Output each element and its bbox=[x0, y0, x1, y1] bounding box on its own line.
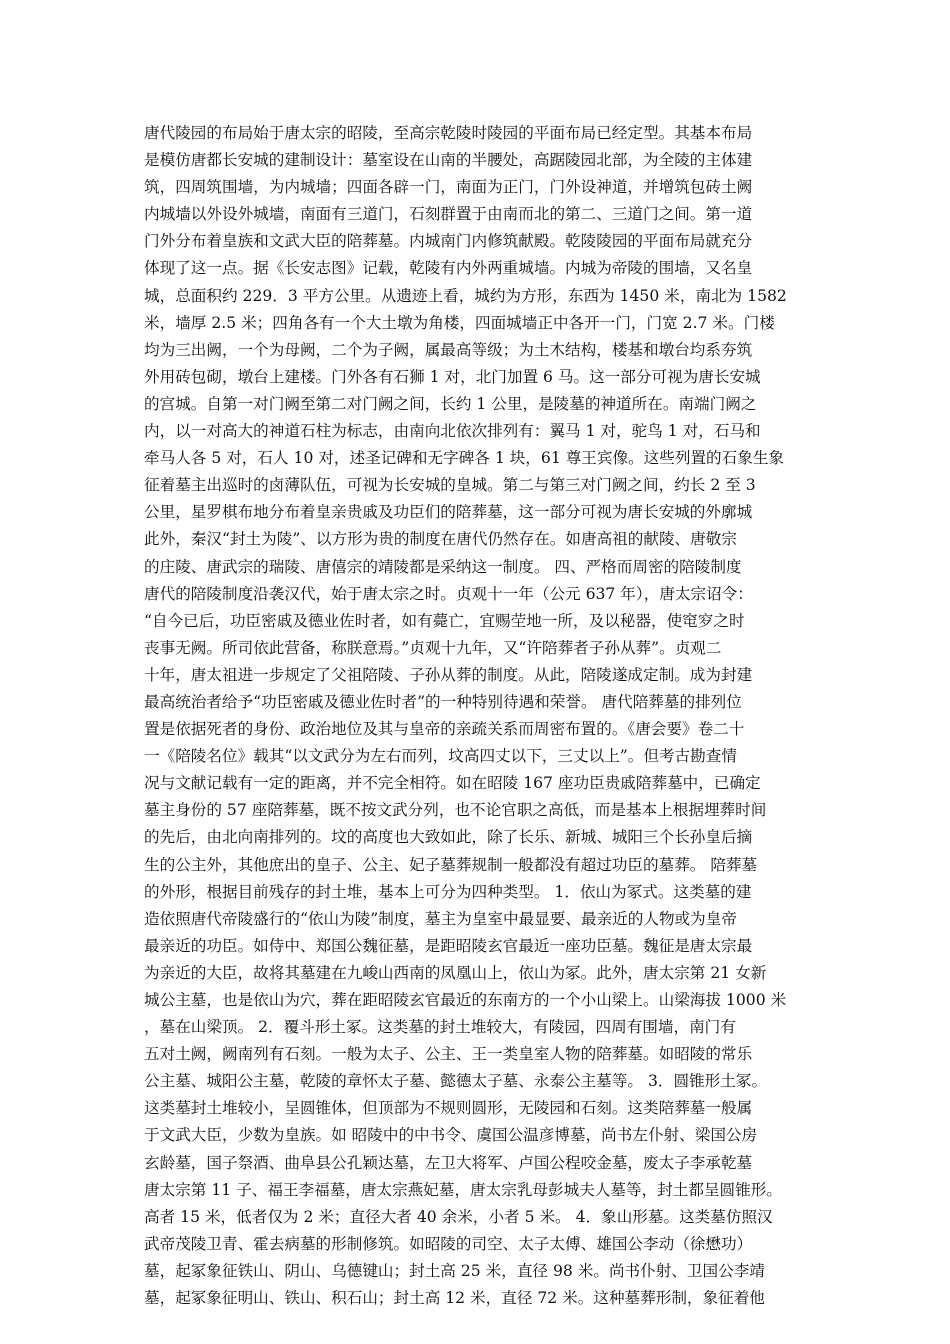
text-line: 这类墓封土堆较小，呈圆锥体，但顶部为不规则圆形，无陵园和石刻。这类陪葬墓一般属 bbox=[144, 1099, 753, 1118]
text-line: “自今已后，功臣密戚及德业佐时者，如有薨亡，宜赐茔地一所，及以秘器，使窀穸之时 bbox=[144, 611, 745, 630]
text-line: 丧事无阙。所司依此营备，称朕意焉。”贞观十九年，又“许陪葬者子孙从葬”。贞观二 bbox=[144, 638, 722, 657]
text-line: 五对土阙，阙南列有石刻。一般为太子、公主、王一类皇室人物的陪葬墓。如昭陵的常乐 bbox=[144, 1045, 753, 1064]
text-line: 牵马人各 5 对，石人 10 对，述圣记碑和无字碑各 1 块，61 尊王宾像。这些列置的石象生象 bbox=[144, 449, 785, 468]
text-line: 内城墙以外设外城墙，南面有三道门，石刻群置于由南而北的第二、三道门之间。第一道 bbox=[144, 205, 753, 224]
text-line: 于文武大臣，少数为皇族。如 昭陵中的中书令、虞国公温彦博墓，尚书左仆射、梁国公房 bbox=[144, 1126, 758, 1145]
text-line: 的外形，根据目前残存的封土堆，基本上可分为四种类型。 1．依山为冢式。这类墓的建 bbox=[144, 882, 752, 901]
text-line: 唐太宗第 11 子、福王李福墓，唐太宗燕妃墓，唐太宗乳母彭城夫人墓等，封土都呈圆锥形。 bbox=[144, 1180, 782, 1199]
text-line: 筑，四周筑围墙，为内城墙；四面各辟一门，南面为正门，门外设神道，并增筑包砖土阙 bbox=[144, 178, 753, 197]
text-line: 外用砖包砌，墩台上建楼。门外各有石狮 1 对，北门加置 6 马。这一部分可视为唐长安城 bbox=[144, 367, 761, 386]
text-line: 武帝茂陵卫青、霍去病墓的形制修筑。如昭陵的司空、太子太傅、雄国公李动（徐懋功） bbox=[144, 1234, 753, 1253]
text-line: 十年，唐太祖进一步规定了父祖陪陵、子孙从葬的制度。从此，陪陵遂成定制。成为封建 bbox=[144, 665, 753, 684]
text-line: ，墓在山梁顶。 2．覆斗形土冢。这类墓的封土堆较大，有陵园，四周有围墙，南门有 bbox=[144, 1018, 736, 1037]
text-line: 征着墓主出巡时的卤薄队伍，可视为长安城的皇城。第二与第三对门阙之间，约长 2 至 3 bbox=[144, 476, 756, 495]
text-line: 墓，起冢象征铁山、阴山、乌德键山；封土高 25 米，直径 98 米。尚书仆射、卫国公李靖 bbox=[144, 1261, 765, 1280]
text-line: 造依照唐代帝陵盛行的“依山为陵”制度，墓主为皇室中最显要、最亲近的人物或为皇帝 bbox=[144, 909, 737, 928]
text-line: 城，总面积约 229．3 平方公里。从遗迹上看，城约为方形，东西为 1450 米，南北为 1582 bbox=[144, 286, 787, 305]
text-line: 米，墙厚 2.5 米；四角各有一个大土墩为角楼，四面城墙正中各开一门，门宽 2.7 米。门楼 bbox=[144, 313, 775, 332]
text-line: 墓主身份的 57 座陪葬墓，既不按文武分列，也不论官职之高低，而是基本上根据埋葬时间 bbox=[144, 801, 767, 820]
text-line: 内，以一对高大的神道石柱为标志，由南向北依次排列有：翼马 1 对，驼鸟 1 对，石马和 bbox=[144, 422, 761, 441]
text-line: 唐代的陪陵制度沿袭汉代，始于唐太宗之时。贞观十一年（公元 637 年），唐太宗诏令： bbox=[144, 584, 753, 603]
text-line: 的宫城。自第一对门阙至第二对门阙之间，长约 1 公里，是陵墓的神道所在。南端门阙之 bbox=[144, 394, 757, 413]
text-line: 此外，秦汉“封土为陵”、以方形为贵的制度在唐代仍然存在。如唐高祖的献陵、唐敬宗 bbox=[144, 530, 737, 549]
text-line: 玄龄墓，国子祭酒、曲阜县公孔颖达墓，左卫大将军、卢国公程咬金墓，废太子李承乾墓 bbox=[144, 1153, 753, 1172]
text-line: 最高统治者给予“功臣密戚及德业佐时者”的一种特别待遇和荣誉。 唐代陪葬墓的排列位 bbox=[144, 692, 742, 711]
text-line: 门外分布着皇族和文武大臣的陪葬墓。内城南门内修筑献殿。乾陵陵园的平面布局就充分 bbox=[144, 232, 753, 251]
text-line: 均为三出阙，一个为母阙，二个为子阙，属最高等级；为土木结构，楼基和墩台均系夯筑 bbox=[144, 340, 753, 359]
text-line: 公主墓、城阳公主墓，乾陵的章怀太子墓、懿德太子墓、永泰公主墓等。 3．圆锥形土冢。 bbox=[144, 1072, 768, 1091]
text-line: 唐代陵园的布局始于唐太宗的昭陵，至高宗乾陵时陵园的平面布局已经定型。其基本布局 bbox=[144, 124, 753, 142]
text-line: 为亲近的大臣，故将其墓建在九峻山西南的凤凰山上，依山为冢。此外，唐太宗第 21 女新 bbox=[144, 963, 767, 982]
text-line: 置是依据死者的身份、政治地位及其与皇帝的亲疏关系而周密布置的。《唐会要》卷二十 bbox=[144, 720, 745, 739]
body-text bbox=[144, 120, 824, 1312]
text-line: 一《陪陵名位》载其“以文武分为左右而列，坟高四丈以下，三丈以上”。但考古勘查情 bbox=[144, 747, 737, 766]
text-line: 城公主墓，也是依山为穴，葬在距昭陵玄官最近的东南方的一个小山梁上。山梁海拔 1000 米 bbox=[144, 991, 787, 1009]
text-line: 高者 15 米，低者仅为 2 米；直径大者 40 余米，小者 5 米。 4．象山形墓。这类墓仿照汉 bbox=[144, 1207, 773, 1226]
text-line: 是模仿唐都长安城的建制设计：墓室设在山南的半腰处，高踞陵园北部，为全陵的主体建 bbox=[144, 151, 753, 170]
text-line: 体现了这一点。据《长安志图》记载，乾陵有内外两重城墙。内城为帝陵的围墙，又名皇 bbox=[144, 259, 753, 278]
text-line: 墓，起冢象征明山、铁山、积石山；封土高 12 米，直径 72 米。这种墓葬形制，象征着他 bbox=[144, 1289, 765, 1308]
text-line: 公里，星罗棋布地分布着皇亲贵戚及功臣们的陪葬墓，这一部分可视为唐长安城的外廓城 bbox=[144, 503, 753, 522]
text-line: 的庄陵、唐武宗的瑞陵、唐僖宗的靖陵都是采纳这一制度。 四、严格而周密的陪陵制度 bbox=[144, 557, 742, 576]
text-line: 的先后，由北向南排列的。坟的高度也大致如此，除了长乐、新城、城阳三个长孙皇后摘 bbox=[144, 828, 753, 847]
text-line: 况与文献记载有一定的距离，并不完全相符。如在昭陵 167 座功臣贵戚陪葬墓中，已确定 bbox=[144, 774, 761, 793]
text-line: 最亲近的功臣。如侍中、郑国公魏征墓，是距昭陵玄官最近一座功臣墓。魏征是唐太宗最 bbox=[144, 936, 753, 955]
text-line: 生的公主外，其他庶出的皇子、公主、妃子墓葬规制一般都没有超过功臣的墓葬。 陪葬墓 bbox=[144, 855, 758, 874]
